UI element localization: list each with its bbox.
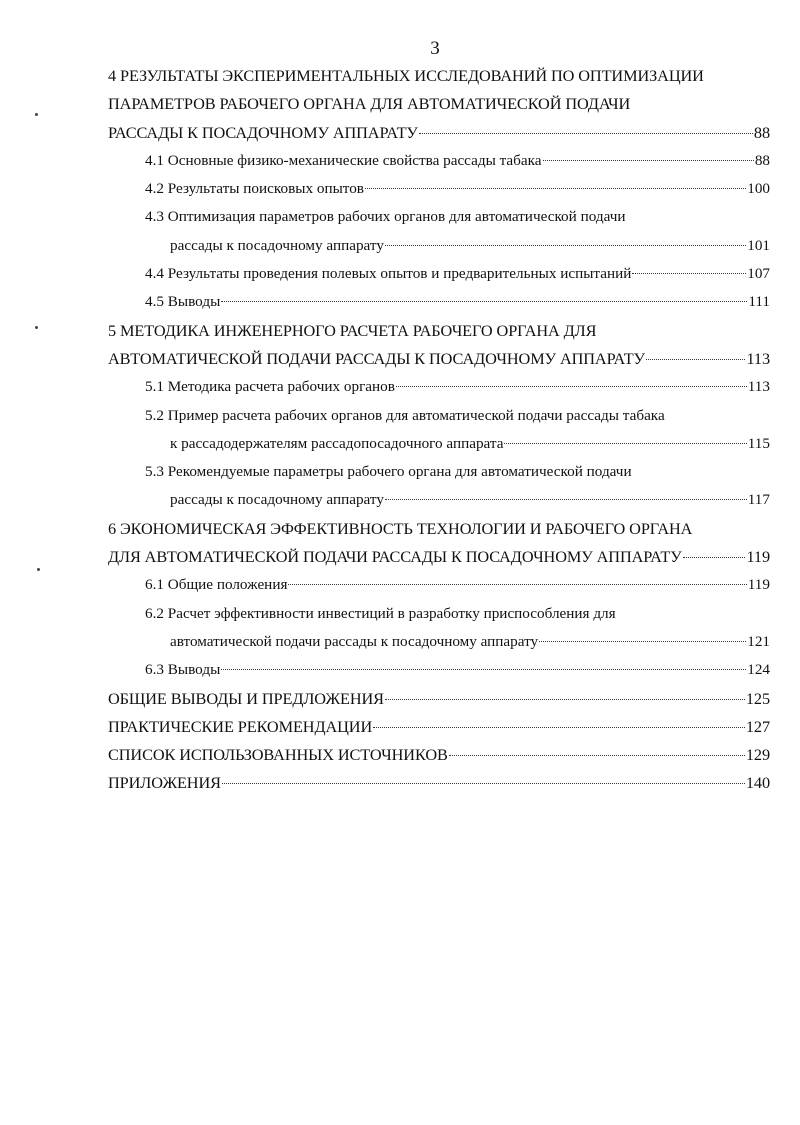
dot-leader bbox=[543, 160, 754, 161]
scan-speck bbox=[35, 326, 38, 329]
toc-page-number: 119 bbox=[747, 576, 770, 594]
toc-entry-title: 4.4 Результаты проведения полевых опытов и предварительных испытаний bbox=[145, 265, 632, 283]
toc-page-number: 119 bbox=[746, 547, 770, 567]
toc-entry-line bbox=[108, 203, 770, 231]
toc-entry-title: 4.3 Оптимизация параметров рабочих органов для автоматической подачи bbox=[145, 208, 626, 226]
toc-entry-line bbox=[108, 600, 770, 628]
toc-entry-line bbox=[108, 147, 770, 175]
toc-entry-line bbox=[108, 260, 770, 288]
page-number: 3 bbox=[430, 38, 440, 59]
toc-entry-line bbox=[108, 317, 770, 345]
toc-page-number: 113 bbox=[747, 378, 770, 396]
toc-entry-line bbox=[108, 373, 770, 401]
dot-leader bbox=[449, 755, 745, 756]
toc-entry-title: рассады к посадочному аппарату bbox=[170, 491, 384, 509]
toc-entry-title: ПАРАМЕТРОВ РАБОЧЕГО ОРГАНА ДЛЯ АВТОМАТИЧЕСКОЙ ПОДАЧИ bbox=[108, 94, 631, 114]
toc-entry-line bbox=[108, 345, 770, 373]
toc-entry-line bbox=[108, 62, 770, 90]
toc-entry-title: ПРАКТИЧЕСКИЕ РЕКОМЕНДАЦИИ bbox=[108, 716, 373, 736]
toc-entry-title: рассады к посадочному аппарату bbox=[170, 236, 384, 254]
toc-entry-line bbox=[108, 571, 770, 599]
dot-leader bbox=[504, 443, 746, 444]
toc-entry-line bbox=[108, 656, 770, 684]
toc-entry-title: 5.3 Рекомендуемые параметры рабочего органа для автоматической подачи bbox=[145, 463, 632, 481]
toc-entry-line bbox=[108, 288, 770, 316]
dot-leader bbox=[683, 557, 746, 558]
toc-page-number: 111 bbox=[748, 293, 770, 311]
dot-leader bbox=[221, 669, 746, 670]
scan-speck bbox=[37, 568, 40, 571]
toc-page-number: 101 bbox=[747, 236, 770, 254]
dot-leader bbox=[539, 641, 746, 642]
toc-page-number: 113 bbox=[746, 348, 770, 368]
toc-page-number: 140 bbox=[745, 773, 770, 793]
toc-page-number: 88 bbox=[753, 122, 770, 142]
dot-leader bbox=[365, 188, 746, 189]
toc-page-number: 124 bbox=[747, 661, 770, 679]
dot-leader bbox=[396, 386, 747, 387]
dot-leader bbox=[222, 783, 745, 784]
toc-entry-line bbox=[108, 769, 770, 797]
toc-entry-line bbox=[108, 515, 770, 543]
toc-page-number: 117 bbox=[747, 491, 770, 509]
toc-entry-title: ДЛЯ АВТОМАТИЧЕСКОЙ ПОДАЧИ РАССАДЫ К ПОСАДОЧНОМУ АППАРАТУ bbox=[108, 547, 682, 567]
toc-page-number: 107 bbox=[747, 265, 770, 283]
toc-entry-title: 5 МЕТОДИКА ИНЖЕНЕРНОГО РАСЧЕТА РАБОЧЕГО ОРГАНА ДЛЯ bbox=[108, 320, 597, 340]
dot-leader bbox=[419, 133, 753, 134]
dot-leader bbox=[385, 699, 745, 700]
toc-entry-line bbox=[108, 458, 770, 486]
toc-entry-title: 4 РЕЗУЛЬТАТЫ ЭКСПЕРИМЕНТАЛЬНЫХ ИССЛЕДОВАНИЙ ПО ОПТИМИЗАЦИИ bbox=[108, 66, 704, 85]
toc-entry-line bbox=[108, 119, 770, 147]
toc-entry-line bbox=[108, 402, 770, 430]
toc-entry-line bbox=[108, 685, 770, 713]
toc-entry-line bbox=[108, 628, 770, 656]
toc-page-number: 100 bbox=[747, 180, 770, 198]
toc-page-number: 127 bbox=[745, 716, 770, 736]
toc-entry-title: 6.3 Выводы bbox=[145, 661, 221, 679]
toc-entry-line bbox=[108, 430, 770, 458]
toc-page-number: 121 bbox=[747, 632, 770, 650]
dot-leader bbox=[385, 499, 747, 500]
toc-page-number: 125 bbox=[745, 688, 770, 708]
scan-speck bbox=[35, 113, 38, 116]
toc-entry-title: автоматической подачи рассады к посадочному аппарату bbox=[170, 632, 539, 650]
toc-page-number: 129 bbox=[745, 745, 770, 765]
toc-entry-title: 6.2 Расчет эффективности инвестиций в разработку приспособления для bbox=[145, 604, 616, 622]
toc-entry-title: СПИСОК ИСПОЛЬЗОВАННЫХ ИСТОЧНИКОВ bbox=[108, 745, 448, 765]
toc-entry-line bbox=[108, 713, 770, 741]
toc-entry-title: 4.2 Результаты поисковых опытов bbox=[145, 180, 364, 198]
toc-entry-line bbox=[108, 232, 770, 260]
toc-entry-title: 6.1 Общие положения bbox=[145, 576, 288, 594]
toc-entry-line bbox=[108, 543, 770, 571]
toc-entry-line bbox=[108, 175, 770, 203]
dot-leader bbox=[373, 727, 745, 728]
dot-leader bbox=[385, 245, 746, 246]
toc-entry-title: 5.1 Методика расчета рабочих органов bbox=[145, 378, 395, 396]
toc-page-number: 115 bbox=[747, 434, 770, 452]
dot-leader bbox=[632, 273, 746, 274]
toc-entry-line bbox=[108, 741, 770, 769]
toc-entry-title: 4.1 Основные физико-механические свойства рассады табака bbox=[145, 151, 542, 169]
toc-entry-title: 4.5 Выводы bbox=[145, 293, 221, 311]
toc-entry-title: 5.2 Пример расчета рабочих органов для автоматической подачи рассады табака bbox=[145, 406, 665, 424]
toc-entry-line bbox=[108, 90, 770, 118]
toc-entry-title: ПРИЛОЖЕНИЯ bbox=[108, 773, 221, 793]
toc-entry-line bbox=[108, 486, 770, 514]
toc-entry-title: к рассадодержателям рассадопосадочного аппарата bbox=[170, 434, 504, 452]
toc-page-number: 88 bbox=[754, 151, 770, 169]
toc-entry-title: РАССАДЫ К ПОСАДОЧНОМУ АППАРАТУ bbox=[108, 122, 418, 142]
toc-entry-title: АВТОМАТИЧЕСКОЙ ПОДАЧИ РАССАДЫ К ПОСАДОЧНОМУ АППАРАТУ bbox=[108, 348, 645, 368]
table-of-contents bbox=[108, 62, 770, 798]
toc-entry-title: ОБЩИЕ ВЫВОДЫ И ПРЕДЛОЖЕНИЯ bbox=[108, 688, 384, 708]
dot-leader bbox=[221, 301, 747, 302]
dot-leader bbox=[288, 584, 746, 585]
dot-leader bbox=[646, 359, 746, 360]
toc-entry-title: 6 ЭКОНОМИЧЕСКАЯ ЭФФЕКТИВНОСТЬ ТЕХНОЛОГИИ И РАБОЧЕГО ОРГАНА bbox=[108, 518, 693, 538]
